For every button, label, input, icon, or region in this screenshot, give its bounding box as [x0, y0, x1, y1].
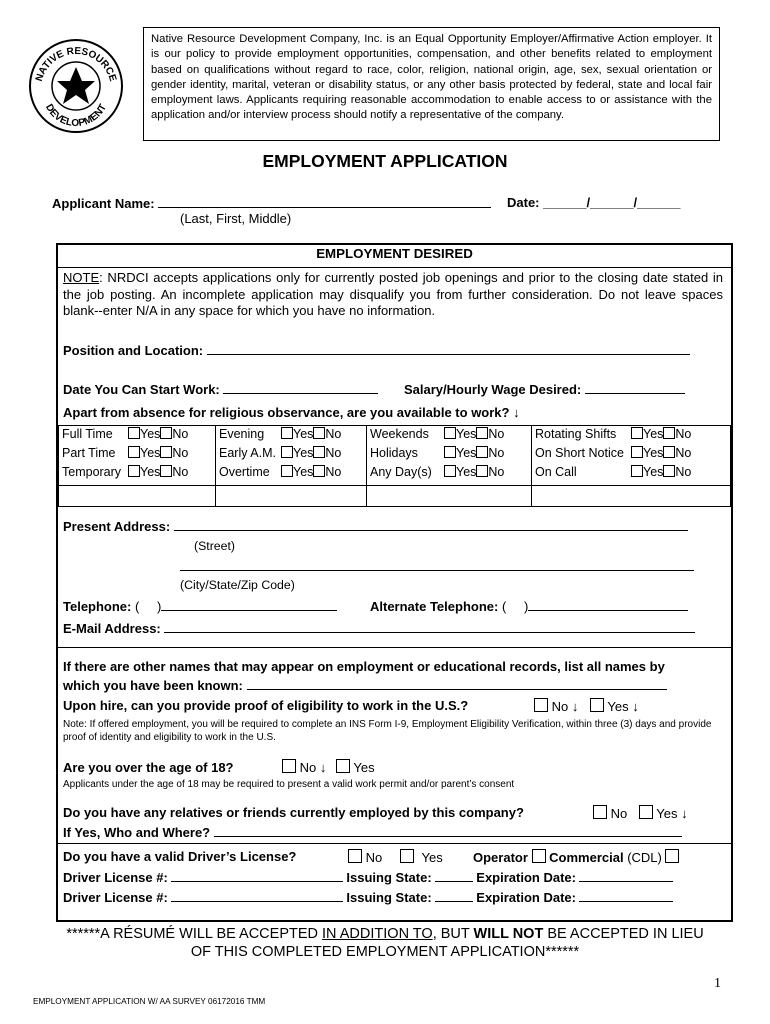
blank-cell[interactable] [59, 486, 216, 507]
avail-option: Early A.M. Yes No [219, 446, 342, 460]
street-field[interactable] [174, 518, 688, 531]
resume-notice: ******A RÉSUMÉ WILL BE ACCEPTED IN ADDITION TO, BUT WILL NOT BE ACCEPTED IN LIEU OF THIS COMPLETED EMPLOYMENT APPLICATION****** [66, 926, 704, 960]
email-label: E-Mail Address: [63, 621, 161, 636]
telephone-field[interactable] [161, 598, 337, 611]
yes-checkbox[interactable] [444, 427, 456, 439]
blank-cell[interactable] [367, 486, 532, 507]
salary-field[interactable] [585, 381, 685, 394]
who-where-label: If Yes, Who and Where? [63, 825, 211, 840]
availability-col-2 [216, 426, 367, 486]
telephone-label: Telephone: [63, 599, 132, 614]
no-checkbox[interactable] [663, 465, 675, 477]
who-where-row [63, 824, 682, 840]
eligibility-question: Upon hire, can you provide proof of eligibility to work in the U.S.? [63, 698, 469, 713]
availability-col-4 [532, 426, 731, 486]
start-date-field[interactable] [223, 381, 378, 394]
start-date-label: Date You Can Start Work: [63, 382, 220, 397]
present-address-row [63, 518, 688, 534]
company-logo [27, 37, 125, 135]
license-yes-checkbox[interactable] [400, 849, 414, 863]
eligibility-yes-label: Yes ↓ [607, 699, 639, 714]
avail-option: Rotating Shifts Yes No [535, 427, 692, 441]
no-checkbox[interactable] [160, 427, 172, 439]
license-question: Do you have a valid Driver’s License? [63, 849, 297, 864]
yes-checkbox[interactable] [281, 427, 293, 439]
availability-col-1 [59, 426, 216, 486]
operator-label: Operator [473, 850, 528, 865]
issuing-state-label: Issuing State: [346, 890, 432, 905]
no-checkbox[interactable] [313, 465, 325, 477]
relatives-question: Do you have any relatives or friends currently employed by this company? [63, 805, 524, 820]
no-checkbox[interactable] [160, 446, 172, 458]
license-yes-label: Yes [421, 850, 443, 865]
eeo-statement: Native Resource Development Company, Inc. is an Equal Opportunity Employer/Affirmative Action employer. It is our policy to provide employment opportunities, compensation, and other benefits related to employment based on qualifications without regard to race, color, religion, national origin, age, sex, sexual orientation or gender identity, marital, veteran or disability status, or any other basis protected by federal, state and local fair employment laws. Applicants requiring reasonable accommodation to enable access to or assistance with the application and/or interview process should notify a representative of the company. [143, 27, 720, 141]
relatives-no-checkbox[interactable] [593, 805, 607, 819]
no-checkbox[interactable] [476, 465, 488, 477]
age-yes-label: Yes [353, 760, 375, 775]
city-hint: (City/State/Zip Code) [180, 578, 295, 592]
salary-label: Salary/Hourly Wage Desired: [404, 382, 582, 397]
issuing-state-label: Issuing State: [346, 870, 432, 885]
yes-checkbox[interactable] [281, 446, 293, 458]
street-hint: (Street) [194, 539, 235, 553]
commercial-label: Commercial [549, 850, 624, 865]
avail-option: On Short Notice Yes No [535, 446, 692, 460]
other-names-label: which you have been known: [63, 678, 243, 693]
relatives-yes-checkbox[interactable] [639, 805, 653, 819]
divider [58, 267, 731, 268]
alt-telephone-row: Alternate Telephone: ( ) [370, 598, 688, 614]
issuing-state-field[interactable] [435, 869, 473, 882]
email-row [63, 620, 695, 636]
note-text: : NRDCI accepts applications only for currently posted job openings and prior to the closing date stated in the job posting. An incomplete application may disqualify you from further consideration. Do not leave spaces blank--enter N/A in any space for which you have no information. [63, 270, 723, 318]
eligibility-options [534, 698, 639, 714]
no-checkbox[interactable] [476, 446, 488, 458]
avail-option: Holidays Yes No [370, 446, 505, 460]
no-checkbox[interactable] [160, 465, 172, 477]
other-names-question: If there are other names that may appear on employment or educational records, list all names by [63, 659, 665, 674]
applicant-name-label: Applicant Name: [52, 196, 155, 211]
license-no-label: No [365, 850, 383, 865]
alt-telephone-field[interactable] [528, 598, 688, 611]
eligibility-note: Note: If offered employment, you will be required to complete an INS Form I-9, Employment Eligibility Verification, within three (3) days and provide proof of identity and eligibility to work in the U.S. [63, 719, 712, 743]
yes-checkbox[interactable] [631, 427, 643, 439]
expiration-field[interactable] [579, 869, 673, 882]
logo-bottom-text: DEVELOPMENT [43, 102, 109, 130]
avail-option: Overtime Yes No [219, 465, 342, 479]
no-checkbox[interactable] [476, 427, 488, 439]
availability-question: Apart from absence for religious observance, are you available to work? ↓ [63, 405, 520, 420]
date-field[interactable]: ______/______/______ [543, 195, 681, 210]
eligibility-no-label: No ↓ [551, 699, 579, 714]
date-label: Date: [507, 195, 540, 210]
relatives-options [593, 805, 688, 821]
commercial-checkbox[interactable] [665, 849, 679, 863]
license-number-label: Driver License #: [63, 870, 168, 885]
no-checkbox[interactable] [663, 446, 675, 458]
operator-checkbox[interactable] [532, 849, 546, 863]
license-number-field[interactable] [171, 869, 343, 882]
applicant-name-field[interactable] [158, 195, 491, 208]
divider [58, 647, 731, 648]
license-no-checkbox[interactable] [348, 849, 362, 863]
license-number-label: Driver License #: [63, 890, 168, 905]
license-options [348, 849, 443, 865]
city-field[interactable] [180, 570, 694, 571]
age-note: Applicants under the age of 18 may be required to present a valid work permit and/or parent’s consent [63, 779, 515, 790]
applicant-name-row [52, 195, 491, 211]
alt-telephone-label: Alternate Telephone: [370, 599, 499, 614]
no-checkbox[interactable] [663, 427, 675, 439]
page-title: EMPLOYMENT APPLICATION [262, 151, 508, 171]
divider [58, 843, 731, 844]
avail-option: Part Time Yes No [62, 446, 189, 460]
eligibility-no-checkbox[interactable] [534, 698, 548, 712]
yes-checkbox[interactable] [631, 465, 643, 477]
start-date-row [63, 381, 378, 397]
avail-option: Full Time Yes No [62, 427, 189, 441]
cdl-label: (CDL) [623, 850, 662, 865]
other-names-row [63, 677, 667, 693]
blank-cell[interactable] [216, 486, 367, 507]
no-checkbox[interactable] [313, 427, 325, 439]
section-heading: EMPLOYMENT DESIRED [316, 246, 473, 261]
who-where-field[interactable] [214, 824, 682, 837]
avail-option: Weekends Yes No [370, 427, 505, 441]
logo-top-text: NATIVE RESOURCE [33, 45, 119, 83]
avail-option: Any Day(s) Yes No [370, 465, 505, 479]
position-row [63, 342, 690, 358]
salary-row [404, 381, 685, 397]
expiration-label: Expiration Date: [476, 890, 576, 905]
page-number: 1 [714, 976, 721, 991]
availability-table [58, 425, 731, 507]
issuing-state-field[interactable] [435, 889, 473, 902]
yes-checkbox[interactable] [128, 465, 140, 477]
date-row [507, 195, 681, 210]
note-paragraph [63, 270, 723, 320]
license-row-2 [63, 889, 673, 905]
yes-checkbox[interactable] [444, 465, 456, 477]
availability-col-3 [367, 426, 532, 486]
license-type-options [473, 849, 679, 865]
blank-cell[interactable] [532, 486, 731, 507]
relatives-no-label: No [610, 806, 628, 821]
age-yes-checkbox[interactable] [336, 759, 350, 773]
yes-checkbox[interactable] [128, 446, 140, 458]
relatives-yes-label: Yes ↓ [656, 806, 688, 821]
no-checkbox[interactable] [313, 446, 325, 458]
position-label: Position and Location: [63, 343, 204, 358]
license-number-field[interactable] [171, 889, 343, 902]
yes-checkbox[interactable] [128, 427, 140, 439]
name-hint: (Last, First, Middle) [180, 211, 292, 226]
position-field[interactable] [207, 342, 690, 355]
age-no-checkbox[interactable] [282, 759, 296, 773]
yes-checkbox[interactable] [444, 446, 456, 458]
age-question: Are you over the age of 18? [63, 760, 234, 775]
eligibility-yes-checkbox[interactable] [590, 698, 604, 712]
age-options [282, 759, 375, 775]
present-address-label: Present Address: [63, 519, 171, 534]
expiration-label: Expiration Date: [476, 870, 576, 885]
other-names-field[interactable] [247, 677, 667, 690]
note-prefix: NOTE [63, 270, 100, 285]
yes-checkbox[interactable] [631, 446, 643, 458]
avail-option: Temporary Yes No [62, 465, 189, 479]
avail-option: On Call Yes No [535, 465, 692, 479]
age-no-label: No ↓ [299, 760, 327, 775]
footer-text: EMPLOYMENT APPLICATION W/ AA SURVEY 06172016 TMM [33, 997, 266, 1006]
yes-checkbox[interactable] [281, 465, 293, 477]
expiration-field[interactable] [579, 889, 673, 902]
telephone-row: Telephone: ( ) [63, 598, 337, 614]
license-row-1 [63, 869, 673, 885]
avail-option: Evening Yes No [219, 427, 342, 441]
email-field[interactable] [164, 620, 695, 633]
